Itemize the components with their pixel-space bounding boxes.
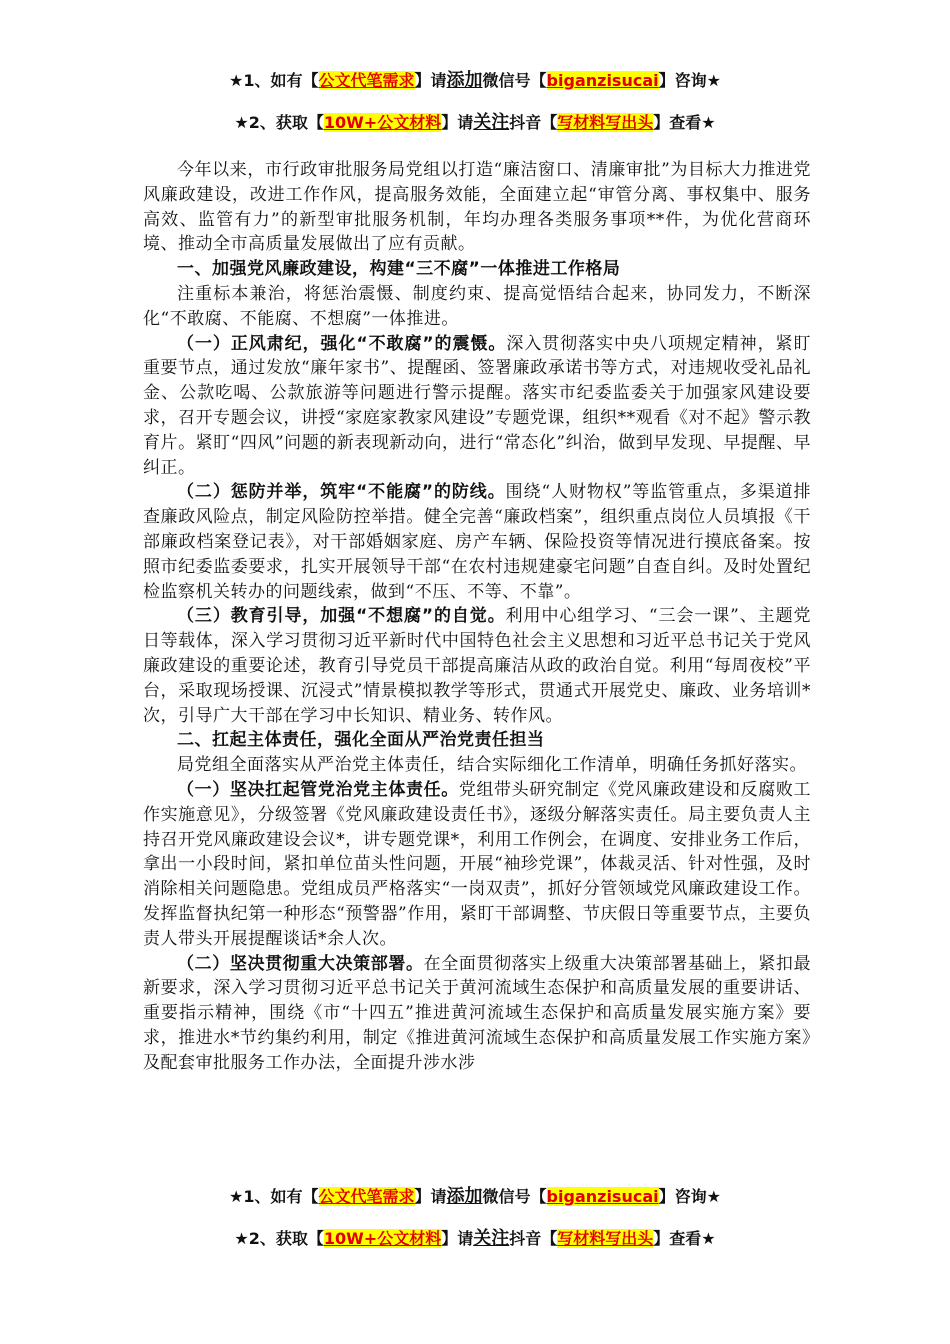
wechat-id-link[interactable]: biganzisucai <box>546 71 659 90</box>
subsection-1-1 <box>143 332 811 481</box>
subsection-body: 在全面贯彻落实上级重大决策部署基础上，紧扣最新要求，深入学习贯彻习近平总书记关于黄河流域生态保护和高质量发展的重要讲话、重要指示精神，围绕《市“十四五”推进黄河流域生态保护和高质量发展实施方案》要求，推进水*节约集约利用，制定《推进黄河流域生态保护和高质量发展工作实施方案》及配套审批服务工作办法，全面提升涉水涉 <box>143 953 811 1073</box>
banner-text: 微信号【 <box>482 1187 547 1206</box>
highlight-text: 10W+公文材料 <box>323 1229 442 1248</box>
promo-banner-line-1 <box>0 70 950 92</box>
section-1-intro: 注重标本兼治，将惩治震慑、制度约束、提高觉悟结合起来，协同发力，不断深化“不敢腐、不能腐、不想腐”一体推进。 <box>143 283 811 329</box>
underline-text: 添加 <box>446 1186 483 1207</box>
subsection-body: 深入贯彻落实中央八项规定精神，紧盯重要节点，通过发放“廉年家书”、提醒函、签署廉政承诺书等方式，对违规收受礼品礼金、公款吃喝、公款旅游等问题进行警示提醒。落实市纪委监委关于加强家风建设要求，召开专题会议，讲授“家庭家教家风建设”专题党课，组织**观看《对不起》警示教育片。紧盯“四风”问题的新表现新动向，进行“常态化”纠治，做到早发现、早提醒、早纠正。 <box>143 333 811 478</box>
section-heading-2 <box>143 728 811 753</box>
banner-text: 】查看★ <box>653 113 716 132</box>
highlight-text: 10W+公文材料 <box>323 113 442 132</box>
banner-text: 】请 <box>414 1187 447 1206</box>
banner-text: 】咨询★ <box>658 71 721 90</box>
subsection-title: （一）坚决扛起管党治党主体责任。 <box>177 779 459 800</box>
subsection-title: （三）教育引导，加强“不想腐”的自觉。 <box>177 606 506 627</box>
section-2-intro: 局党组全面落实从严治党主体责任，结合实际细化工作清单，明确任务抓好落实。 <box>177 755 807 776</box>
underline-text: 添加 <box>446 70 483 91</box>
underline-text: 关注 <box>473 1228 510 1249</box>
subsection-2-1 <box>143 778 811 952</box>
subsection-title: （二）惩防并举，筑牢“不能腐”的防线。 <box>177 482 506 503</box>
banner-text: 】请 <box>441 113 474 132</box>
highlight-text: 公文代笔需求 <box>318 71 415 90</box>
highlight-text: 公文代笔需求 <box>318 1187 415 1206</box>
banner-text: ★1、如有【 <box>229 1187 319 1206</box>
banner-text: ★2、获取【 <box>234 1229 324 1248</box>
banner-text: 抖音【 <box>509 113 558 132</box>
document-body <box>143 158 811 1178</box>
banner-text: 】咨询★ <box>658 1187 721 1206</box>
banner-text: ★2、获取【 <box>234 113 324 132</box>
section-heading-1 <box>143 257 811 282</box>
promo-banner-line-1-bottom <box>0 1186 950 1208</box>
intro-paragraph: 今年以来，市行政审批服务局党组以打造“廉洁窗口、清廉审批”为目标大力推进党风廉政建设，改进工作作风，提高服务效能，全面建立起“审管分离、事权集中、服务高效、监管有力”的新型审批服务机制，年均办理各类服务事项**件，为优化营商环境、推动全市高质量发展做出了应有贡献。 <box>143 160 811 255</box>
subsection-2-2 <box>143 952 811 1076</box>
underline-text: 关注 <box>473 112 510 133</box>
subsection-title: （二）坚决贯彻重大决策部署。 <box>177 953 424 974</box>
douyin-id-link[interactable]: 写材料写出头 <box>557 1229 654 1248</box>
banner-text: 】请 <box>414 71 447 90</box>
banner-text: 】请 <box>441 1229 474 1248</box>
heading-text: 二、扛起主体责任，强化全面从严治党责任担当 <box>177 730 545 751</box>
douyin-id-link[interactable]: 写材料写出头 <box>557 113 654 132</box>
subsection-body: 党组带头研究制定《党风廉政建设和反腐败工作实施意见》，分级签署《党风廉政建设责任书》，逐级分解落实责任。局主要负责人主持召开党风廉政建设会议*，讲专题党课*，利用工作例会，在调度、安排业务工作后，拿出一小段时间，紧扣单位苗头性问题，开展“袖珍党课”，体裁灵活、针对性强，及时消除相关问题隐患。党组成员严格落实“一岗双责”，抓好分管领域党风廉政建设工作。发挥监督执纪第一种形态“预警器”作用，紧盯干部调整、节庆假日等重要节点，主要负责人带头开展提醒谈话*余人次。 <box>143 779 811 949</box>
banner-text: ★1、如有【 <box>229 71 319 90</box>
heading-text: 一、加强党风廉政建设，构建“三不腐”一体推进工作格局 <box>177 259 621 280</box>
wechat-id-link[interactable]: biganzisucai <box>546 1187 659 1206</box>
subsection-body: 围绕“人财物权”等监管重点，多渠道排查廉政风险点，制定风险防控举措。健全完善“廉政档案”，组织重点岗位人员填报《干部廉政档案登记表》，对干部婚姻家庭、房产车辆、保险投资等情况进行摸底备案。按照市纪委监委要求，扎实开展领导干部“在农村违规建豪宅问题”自查自纠。及时处置纪检监察机关转办的问题线索，做到“不压、不等、不靠”。 <box>143 482 811 602</box>
banner-text: 】查看★ <box>653 1229 716 1248</box>
promo-banner-line-2 <box>0 112 950 134</box>
banner-text: 抖音【 <box>509 1229 558 1248</box>
subsection-1-3 <box>143 604 811 728</box>
subsection-1-2 <box>143 480 811 604</box>
subsection-body: 利用中心组学习、“三会一课”、主题党日等载体，深入学习贯彻习近平新时代中国特色社会主义思想和习近平总书记关于党风廉政建设的重要论述，教育引导党员干部提高廉洁从政的政治自觉。利用“每周夜校”平台，采取现场授课、沉浸式”情景模拟教学等形式，贯通式开展党史、廉政、业务培训*次，引导广大干部在学习中长知识、精业务、转作风。 <box>143 606 811 726</box>
promo-banner-line-2-bottom <box>0 1228 950 1250</box>
banner-text: 微信号【 <box>482 71 547 90</box>
subsection-title: （一）正风肃纪，强化“不敢腐”的震慑。 <box>177 333 507 354</box>
